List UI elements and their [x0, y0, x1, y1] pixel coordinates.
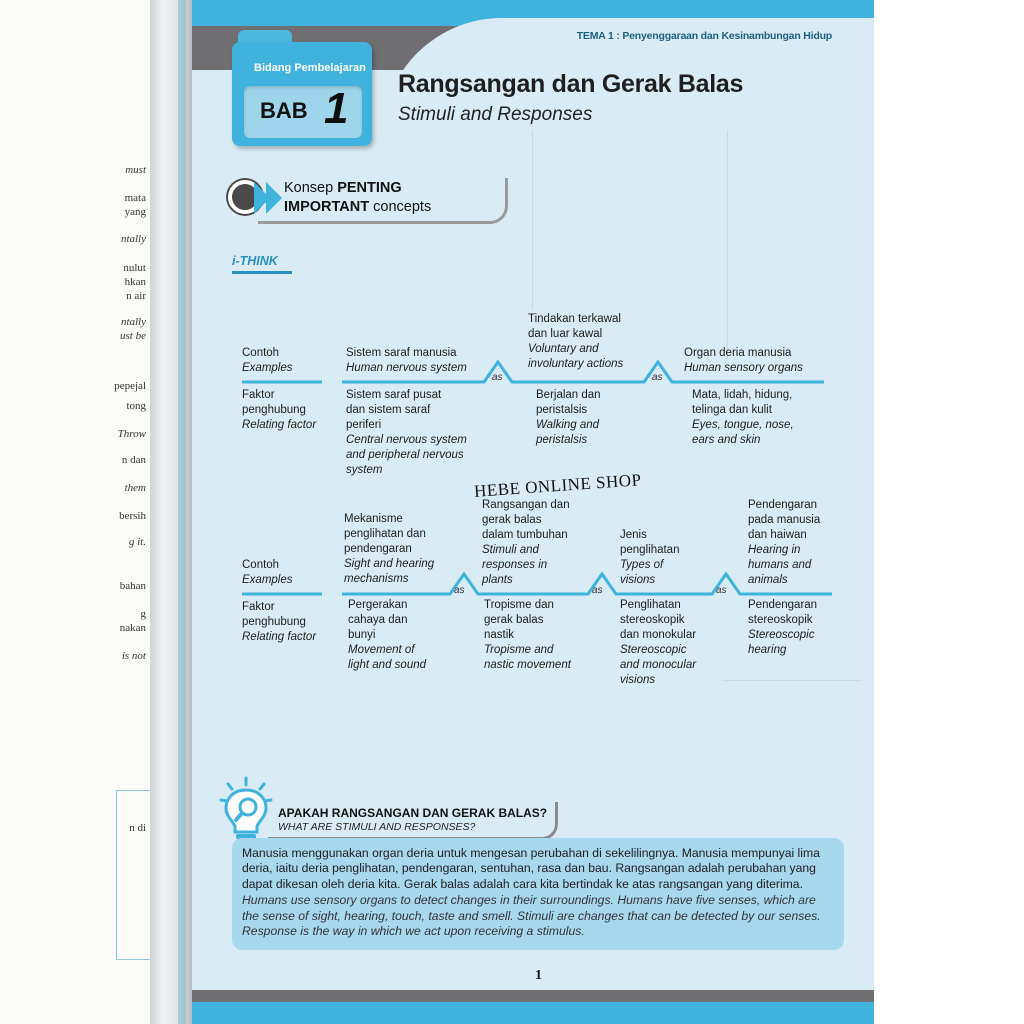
- left-page-fragment: them: [124, 482, 146, 494]
- konsep-bold-text: IMPORTANT: [284, 199, 370, 215]
- map-node-top: [346, 346, 467, 376]
- faktor-label: [242, 388, 316, 433]
- examples-text: Examples: [242, 362, 293, 374]
- node-line-english: Stimuli and: [482, 544, 539, 556]
- node-line-english: mechanisms: [344, 573, 409, 585]
- map-node-top: [684, 346, 803, 376]
- penghubung-text: penghubung: [242, 404, 306, 416]
- faktor-text: Faktor: [242, 389, 275, 401]
- node-line-english: hearing: [748, 644, 787, 656]
- konsep-normal-text: Konsep: [284, 180, 338, 196]
- left-page-fragment: ntally: [120, 233, 146, 245]
- konsep-normal-text: concepts: [369, 199, 432, 215]
- node-line-malay: peristalsis: [536, 404, 588, 416]
- chapter-title-malay: Rangsangan dan Gerak Balas: [398, 70, 744, 98]
- node-line-english: involuntary actions: [528, 358, 624, 370]
- examples-text: Examples: [242, 574, 293, 586]
- node-line-malay: dan monokular: [620, 629, 697, 641]
- konsep-line-malay: [284, 180, 402, 196]
- node-line-english: Stereoscopic: [620, 644, 687, 656]
- map-node-bottom: [346, 388, 467, 478]
- node-line-malay: cahaya dan: [348, 614, 408, 626]
- left-page-fragment: ust be: [120, 330, 146, 342]
- node-line-english: Movement of: [348, 644, 415, 656]
- node-line-english: nastic movement: [484, 659, 571, 671]
- chapter-title-english: Stimuli and Responses: [398, 104, 593, 125]
- as-label: as: [652, 372, 663, 383]
- contoh-label: [242, 346, 293, 376]
- node-line-malay: dan haiwan: [748, 529, 807, 541]
- as-label: as: [716, 585, 727, 596]
- left-page-fragment: n air: [126, 290, 146, 302]
- left-page-box: [116, 790, 150, 960]
- node-line-english: Eyes, tongue, nose,: [692, 419, 794, 431]
- node-line-english: ears and skin: [692, 434, 761, 446]
- node-line-english: Types of: [620, 559, 664, 571]
- map-node-bottom: [536, 388, 601, 448]
- left-page-fragment: g it.: [128, 536, 146, 548]
- node-line-malay: Berjalan dan: [536, 389, 601, 401]
- bidang-label: Bidang Pembelajaran: [254, 62, 366, 74]
- node-line-malay: Sistem saraf pusat: [346, 389, 442, 401]
- relating-factor-text: Relating factor: [242, 631, 317, 643]
- answer-box: [232, 838, 844, 950]
- textbook-page: [192, 0, 874, 1024]
- node-line-english: Tropisme and: [484, 644, 554, 656]
- node-line-malay: penglihatan: [620, 544, 680, 556]
- node-line-malay: Tropisme dan: [484, 599, 554, 611]
- left-page-fragment: yang: [124, 206, 146, 218]
- ghost-text-block: [722, 680, 862, 820]
- node-line-english: animals: [748, 574, 788, 586]
- node-line-malay: Organ deria manusia: [684, 347, 792, 359]
- node-line-malay: bunyi: [348, 629, 376, 641]
- left-page-fragment: hkan: [124, 276, 146, 288]
- map-node-top: [344, 512, 434, 587]
- answer-english: Humans use sensory organs to detect changes in their surroundings. Humans have five senses, which are the sense of sight, hearing, touch, taste and smell. Stimuli are changes that can be detected by our senses. Response is the way in which we act upon receiving a stimulus.: [242, 893, 821, 939]
- konsep-penting-banner: [228, 176, 518, 226]
- answer-text: [242, 846, 836, 939]
- node-line-english: Stereoscopic: [748, 629, 815, 641]
- node-line-english: peristalsis: [536, 434, 588, 446]
- left-page-fragment: ntally: [120, 316, 146, 328]
- node-line-malay: pada manusia: [748, 514, 821, 526]
- node-line-english: light and sound: [348, 659, 427, 671]
- ithink-label: [232, 254, 294, 272]
- node-line-english: Voluntary and: [528, 343, 599, 355]
- node-line-malay: Jenis: [620, 529, 647, 541]
- chevron-right-icon: [266, 182, 282, 214]
- footer-teal-band: [192, 1002, 874, 1024]
- node-line-malay: Mekanisme: [344, 513, 403, 525]
- node-line-malay: Pendengaran: [748, 499, 818, 511]
- watermark: HEBE ONLINE SHOP: [473, 470, 643, 501]
- node-line-malay: Sistem saraf manusia: [346, 347, 457, 359]
- left-page-fragment: n di: [129, 822, 146, 834]
- question-english: WHAT ARE STIMULI AND RESPONSES?: [278, 821, 476, 833]
- faktor-text: Faktor: [242, 601, 275, 613]
- node-line-malay: dan luar kawal: [528, 328, 603, 340]
- tema-header: TEMA 1 : Penyenggaraan dan Kesinambungan Hidup: [576, 30, 832, 42]
- konsep-line-english: [284, 199, 431, 215]
- contoh-label: [242, 558, 293, 588]
- as-label: as: [492, 372, 503, 383]
- chapter-number-box: [244, 86, 362, 138]
- contoh-text: Contoh: [242, 559, 280, 571]
- node-line-english: and monocular: [620, 659, 697, 671]
- node-line-malay: dan sistem saraf: [346, 404, 431, 416]
- map-node-bottom: [484, 598, 571, 673]
- node-line-malay: Tindakan terkawal: [528, 313, 621, 325]
- konsep-bold-text: PENTING: [337, 180, 402, 196]
- node-line-english: Sight and hearing: [344, 558, 435, 570]
- gutter-stripe: [178, 0, 186, 1024]
- map-node-top: [482, 498, 570, 588]
- node-line-english: visions: [620, 674, 656, 686]
- node-line-malay: nastik: [484, 629, 515, 641]
- node-line-malay: gerak balas: [482, 514, 542, 526]
- chapter-number: 1: [324, 84, 349, 133]
- left-facing-page: [0, 0, 150, 1024]
- node-line-english: Human sensory organs: [684, 362, 803, 374]
- node-line-english: visions: [620, 574, 656, 586]
- map-node-top: [528, 312, 623, 372]
- left-page-fragment: bahan: [119, 580, 146, 592]
- node-line-malay: Mata, lidah, hidung,: [692, 389, 793, 401]
- page-number: 1: [535, 968, 542, 983]
- left-page-fragment: tong: [126, 400, 146, 412]
- node-line-english: system: [346, 464, 383, 476]
- left-page-fragment: Throw: [117, 428, 146, 440]
- node-line-malay: stereoskopik: [620, 614, 685, 626]
- map-node-top: [748, 498, 820, 588]
- left-page-fragment: pepejal: [114, 380, 146, 392]
- bridge-map-2: [192, 496, 874, 696]
- map-node-bottom: [692, 388, 794, 448]
- map-node-bottom: [620, 598, 696, 688]
- node-line-english: responses in: [482, 559, 548, 571]
- node-line-malay: penglihatan dan: [344, 528, 426, 540]
- node-line-malay: Pergerakan: [348, 599, 408, 611]
- node-line-malay: pendengaran: [344, 543, 412, 555]
- as-label: as: [454, 585, 465, 596]
- map-node-bottom: [348, 598, 426, 673]
- map-node-bottom: [748, 598, 817, 658]
- bab-word: BAB: [260, 98, 308, 123]
- node-line-english: and peripheral nervous: [346, 449, 464, 461]
- node-line-malay: Penglihatan: [620, 599, 681, 611]
- relating-factor-text: Relating factor: [242, 419, 317, 431]
- contoh-text: Contoh: [242, 347, 280, 359]
- node-line-english: plants: [482, 574, 513, 586]
- footer-grey-band: [192, 990, 874, 1002]
- node-line-malay: stereoskopik: [748, 614, 813, 626]
- left-page-fragment: must: [125, 164, 146, 176]
- node-line-english: Hearing in: [748, 544, 801, 556]
- left-page-fragment: nakan: [119, 622, 146, 634]
- node-line-english: humans and: [748, 559, 812, 571]
- book-gutter: [150, 0, 192, 1024]
- ithink-text: i-THINK: [232, 254, 278, 268]
- left-page-fragment: mata: [124, 192, 146, 204]
- node-line-malay: telinga dan kulit: [692, 404, 772, 416]
- node-line-english: Walking and: [536, 419, 600, 431]
- node-line-english: Central nervous system: [346, 434, 467, 446]
- left-page-fragment: g: [140, 608, 146, 620]
- right-margin: [874, 0, 1024, 1024]
- chapter-tab: [232, 30, 372, 146]
- ithink-underline: [232, 271, 292, 274]
- node-line-malay: Rangsangan dan: [482, 499, 570, 511]
- left-page-fragment: bersih: [119, 510, 146, 522]
- node-line-malay: dalam tumbuhan: [482, 529, 568, 541]
- as-label: as: [592, 585, 603, 596]
- faktor-label: [242, 600, 316, 645]
- left-page-fragment: n dan: [121, 454, 146, 466]
- map-node-top: [620, 528, 679, 588]
- question-malay: APAKAH RANGSANGAN DAN GERAK BALAS?: [278, 806, 548, 820]
- node-line-malay: Pendengaran: [748, 599, 818, 611]
- node-line-english: Human nervous system: [346, 362, 467, 374]
- node-line-malay: gerak balas: [484, 614, 544, 626]
- penghubung-text: penghubung: [242, 616, 306, 628]
- answer-malay: Manusia menggunakan organ deria untuk mengesan perubahan di sekelilingnya. Manusia mempunyai lima deria, iaitu deria penglihatan, pendengaran, sentuhan, rasa dan bau. Rangsangan adalah perubahan yang dapat dikesan oleh deria kita. Gerak balas adalah cara kita bertindak ke atas rangsangan yang diterima.: [242, 846, 820, 891]
- left-page-fragment: nulut: [123, 262, 146, 274]
- left-page-fragment: is not: [121, 650, 146, 662]
- node-line-malay: periferi: [346, 419, 382, 431]
- bridge-map-1: [192, 300, 874, 480]
- ghost-text-block: [532, 130, 712, 310]
